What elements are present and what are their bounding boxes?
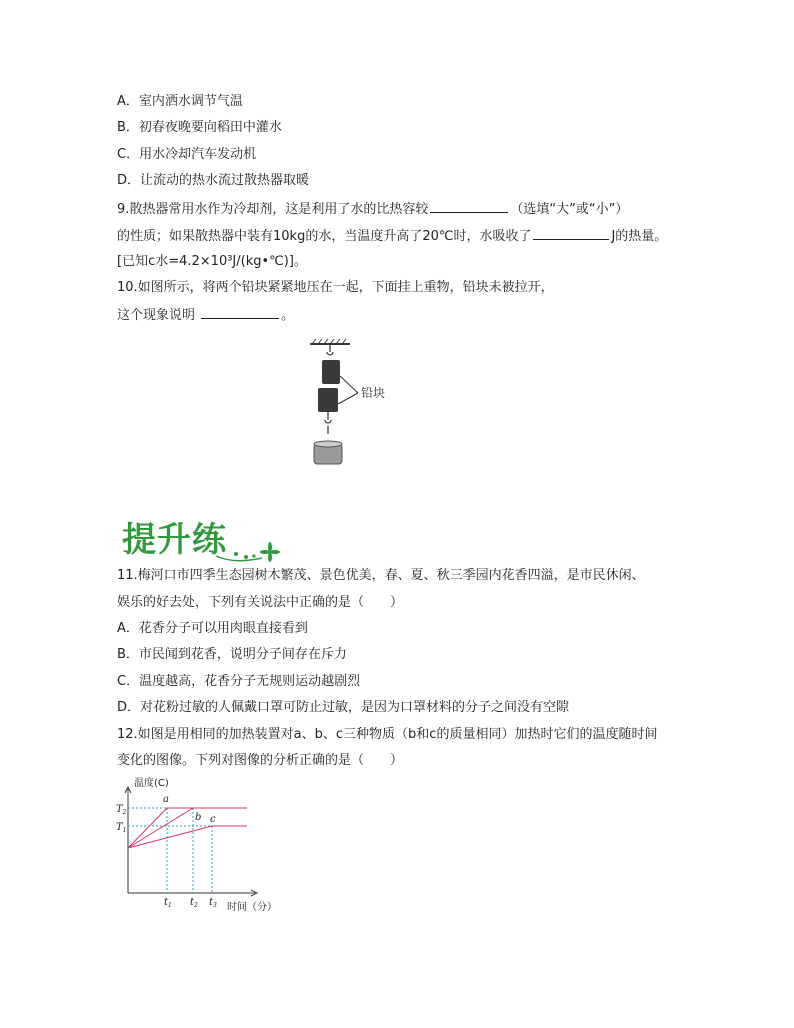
q9-line-1 [117, 198, 628, 220]
q9-text-2b: J的热量。 [611, 229, 668, 244]
q10-blank[interactable] [201, 304, 279, 319]
lead-block-label: 铅块 [361, 386, 386, 400]
x-tick-t2: $t_2$ [190, 897, 198, 909]
series-b-line [128, 808, 247, 848]
x-axis-title: 时间（分） [227, 902, 277, 913]
bottom-hook [325, 412, 331, 434]
lead-block-lower [318, 388, 338, 412]
leaf-decoration-icon [214, 524, 284, 564]
y-axis-title: 温度(C) [134, 778, 169, 789]
temperature-time-chart [110, 775, 290, 915]
series-c-label: c [210, 814, 216, 825]
q9-text-1b: （选填“大”或“小”） [510, 202, 629, 217]
x-tick-t1: $t_1$ [164, 897, 172, 909]
q9-text-2a: 的性质；如果散热器中装有10kg的水，当温度升高了20℃时，水吸收了 [117, 229, 532, 244]
lead-block-upper [322, 360, 340, 384]
q11-option-a: A．花香分子可以用肉眼直接看到 [117, 621, 308, 636]
q11-option-d: D．对花粉过敏的人佩戴口罩可防止过敏，是因为口罩材料的分子之间没有空隙 [117, 700, 570, 715]
q9-text-1a: 9.散热器常用水作为冷却剂，这是利用了水的比热容较 [117, 202, 429, 217]
q11-line-1: 11.梅河口市四季生态园树木繁茂、景色优美，春、夏、秋三季园内花香四溢，是市民休闲、 [117, 568, 645, 583]
q9-line-3: [已知c水=4.2×10³J/(kg•℃)]。 [117, 254, 307, 269]
q9-blank-1[interactable] [430, 198, 508, 213]
q10-text-2a: 这个现象说明 [117, 308, 196, 323]
q11-option-c: C．温度越高，花香分子无规则运动越剧烈 [117, 674, 361, 689]
lead-block-figure [300, 338, 410, 468]
y-tick-T1: $T_1$ [116, 822, 127, 834]
q10-text-2b: 。 [281, 308, 295, 323]
q8-option-b: B．初春夜晚要向稻田中灌水 [117, 120, 282, 135]
q8-option-a: A．室内洒水调节气温 [117, 94, 243, 109]
series-a-label: a [163, 794, 169, 805]
top-hook [327, 344, 333, 355]
q10-line-2 [117, 304, 294, 326]
q11-option-b: B．市民闻到花香，说明分子间存在斥力 [117, 647, 347, 662]
q8-option-c: C．用水冷却汽车发动机 [117, 147, 257, 162]
y-tick-T2: $T_2$ [116, 804, 127, 816]
q10-line-1: 10.如图所示，将两个铅块紧紧地压在一起，下面挂上重物，铅块未被拉开， [117, 280, 554, 295]
q11-line-2: 娱乐的好去处，下列有关说法中正确的是（ ） [117, 595, 404, 610]
series-a-line [128, 808, 247, 848]
weight-top [314, 441, 342, 447]
q9-line-2 [117, 225, 667, 247]
x-tick-t3: $t_3$ [209, 897, 217, 909]
section-heading-text: 提升练 [122, 520, 227, 560]
q12-line-2: 变化的图像。下列对图像的分析正确的是（ ） [117, 753, 404, 768]
label-pointer-lower [338, 393, 358, 404]
q12-line-1: 12.如图是用相同的加热装置对a、b、c三种物质（b和c的质量相同）加热时它们的温度随时间 [117, 727, 658, 742]
label-pointer-upper [340, 376, 358, 393]
q8-option-d: D．让流动的热水流过散热器取暖 [117, 173, 310, 188]
q9-blank-2[interactable] [533, 225, 609, 240]
series-b-label: b [195, 812, 202, 823]
section-heading [122, 512, 227, 561]
